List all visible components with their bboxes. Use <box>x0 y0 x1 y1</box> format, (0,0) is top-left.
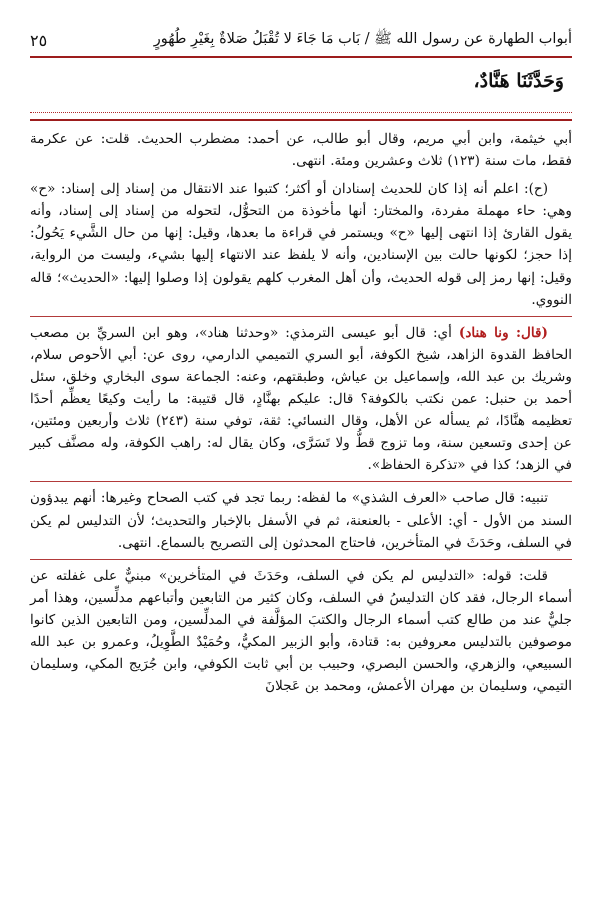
dotted-separator <box>30 112 572 113</box>
page-number: ٢٥ <box>30 30 48 50</box>
paragraph-3-label: (قال: ونا هناد) <box>458 324 548 341</box>
paragraph-3-text: أي: قال أبو عيسى الترمذي: «وحدثنا هناد»، وهو ابن السريِّ بن مصعب الحافظ القدوة الزاهد، شيخ الكوفة، أبو السري التميمي الدارمي، روى عن: أبي الأحوص سلام، وشريك بن عبد الله، وإسماعيل بن عياش، وطبقتهم، وعنه: الجماعة سوى البخاري وخلق، سئل أحمد بن حنبل: عمن نكتب بالكوفة؟ قال: عليكم بهنَّادٍ، قال قتيبة: ما رأيت وكيعًا يعظِّم أحدًا تعظيمه هنَّادًا، ثم يسأله عن الأهل، وقال النسائي: ثقة، توفي سنة (٢٤٣) ثلاث وأربعين ومئتين، عن إحدى وتسعين سنة، وما تزوج قطُّ ولا تَسَرَّى، وكان يقال له: راهب الكوفة، وله مصنَّف كبير في الزهد؛ كذا في «تذكرة الحفاظ». <box>30 324 572 474</box>
commentary-body <box>30 128 572 889</box>
running-header <box>30 28 572 52</box>
section-divider <box>30 316 572 317</box>
section-divider <box>30 559 572 560</box>
section-divider <box>30 481 572 482</box>
commentary-rule <box>30 119 572 121</box>
paragraph-5: قلت: قوله: «التدليس لم يكن في السلف، وحَدَثَ في المتأخرين» مبنيٌّ على غفلته عن أسماء الرجال، فقد كان التدليسُ في السلف، وكان كثير من التابعين وأتباعهم مدلِّسين، وهذا أمر جليٌّ عند من طالع كتب أسماء الرجال والكتبَ المؤلَّفة في المدلِّسين، ومن التابعين الذين كانوا موصوفين بالتدليس معروفين به: قتادة، وأبو الزبير المكيُّ، وحُمَيْدٌ الطَّوِيلُ، وعمرو بن عبد الله السبيعي، والزهري، والحسن البصري، وحبيب بن أبي ثابت الكوفي، وابن جُرَيج المكي، وسليمان التيمي، وسليمان بن مهران الأعمش، ومحمد بن عَجلانَ <box>30 567 572 695</box>
paragraph-1: أبي خيثمة، وابن أبي مريم، وقال أبو طالب، عن أحمد: مضطرب الحديث. قلت: عن عكرمة فقط، مات سنة (١٢٣) ثلاث وعشرين ومئة. انتهى. <box>30 131 572 170</box>
paragraph-2: (ح): اعلم أنه إذا كان للحديث إسنادان أو أكثر؛ كتبوا عند الانتقال من إسناد إلى إسناد: «ح» وهي: حاء مهملة مفردة، والمختار: أنها مأخوذة من التحوُّل، لتحوله من إسناد إلى إسناد، وأنه يقول القارئ إذا انتهى إليها «ح» ويستمر في قراءة ما بعدها، وقيل: إنها من حال الشَّيء يَحُولُ: إذا حجز؛ لكونها حالت بين الإسنادين، وأنه لا يلفظ عند الانتهاء إليها بشيء، وليست من الرواية، وقيل: إنها رمز إلى قوله الحديث، وأن أهل المغرب كلهم يقولون إذا وصلوا إليها: «الحديث»؛ قاله النووي. <box>30 181 572 308</box>
paragraph-3 <box>30 322 572 477</box>
header-rule <box>30 56 572 58</box>
hadith-text: وَحَدَّثَنَا هَنَّادٌ، <box>473 70 564 92</box>
paragraph-4: تنبيه: قال صاحب «العرف الشذي» ما لفظه: ربما تجد في كتب الصحاح وغيرها: أنهم يبدؤون السند من الأول - أي: الأعلى - بالعنعنة، ثم في الأسفل بالإخبار والتحديث؛ لأن التدليس لم يكن في السلف، وحَدَثَ في المتأخرين، فاحتاج المحدثون إلى التصريح بالسماع. انتهى. <box>30 490 572 551</box>
chapter-title: أبواب الطهارة عن رسول الله ﷺ / بَاب مَا جَاءَ لا تُقْبَلُ صَلاةٌ بِغَيْرِ طُهُورٍ <box>153 30 572 47</box>
